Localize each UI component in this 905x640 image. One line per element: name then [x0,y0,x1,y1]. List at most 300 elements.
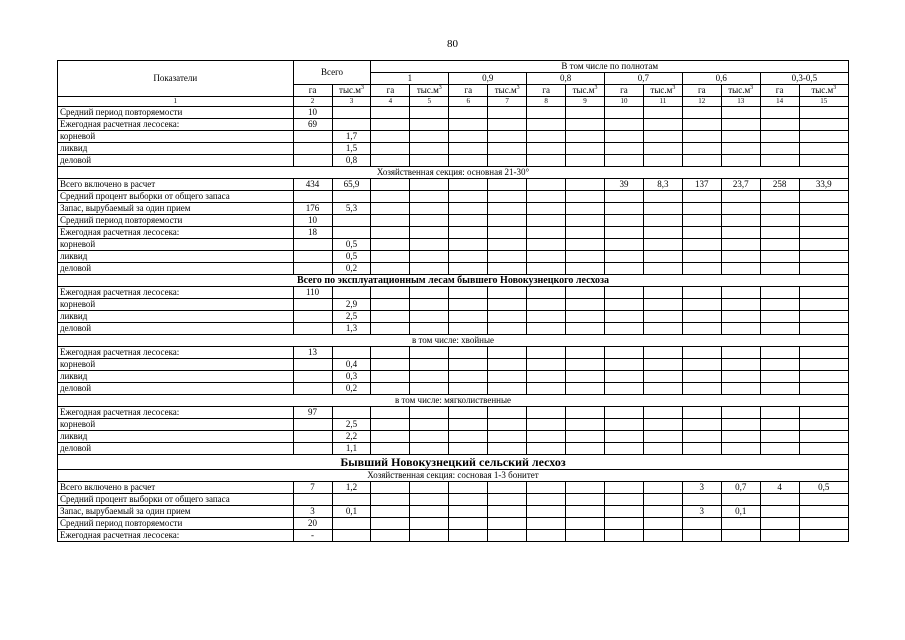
column-number: 9 [566,97,605,107]
unit-ha: га [293,85,332,97]
table-cell [527,179,566,191]
table-cell [799,119,848,131]
table-cell [604,494,643,506]
table-cell [527,323,566,335]
table-cell [721,287,760,299]
row-label: ликвид [58,143,294,155]
table-cell [332,227,371,239]
table-cell [410,203,449,215]
column-number: 13 [721,97,760,107]
table-cell [566,311,605,323]
row-label: ликвид [58,311,294,323]
table-cell [721,131,760,143]
table-cell [449,179,488,191]
table-cell [604,482,643,494]
unit-volume-sup: 3 [672,85,676,91]
table-cell [410,119,449,131]
table-row [58,494,849,506]
table-cell [410,131,449,143]
table-cell [604,407,643,419]
table-cell [488,530,527,542]
table-cell [332,407,371,419]
table-cell: 1,5 [332,143,371,155]
table-cell [799,431,848,443]
table-cell [371,530,410,542]
row-label: Ежегодная расчетная лесосека: [58,287,294,299]
table-cell [488,518,527,530]
row-label: Средний процент выборки от общего запаса [58,494,294,506]
table-cell [799,359,848,371]
table-row [58,530,849,542]
table-cell [332,107,371,119]
table-cell [410,530,449,542]
table-cell [799,530,848,542]
table-cell [410,179,449,191]
table-cell [293,155,332,167]
table-cell [527,215,566,227]
table-row [58,431,849,443]
allowable-cut-table [57,60,849,542]
row-label: Всего включено в расчет [58,179,294,191]
table-cell [371,203,410,215]
table-row [58,215,849,227]
table-cell [488,227,527,239]
unit-ha: га [371,85,410,97]
table-cell [643,287,682,299]
table-cell [721,419,760,431]
row-label: Ежегодная расчетная лесосека: [58,119,294,131]
table-cell [488,131,527,143]
table-cell [410,155,449,167]
table-cell [449,227,488,239]
table-cell [566,155,605,167]
table-cell: 0,3 [332,371,371,383]
table-cell [604,359,643,371]
table-cell [449,359,488,371]
table-cell [410,494,449,506]
section-row [58,470,849,482]
table-cell [799,263,848,275]
table-cell [643,311,682,323]
table-cell [488,506,527,518]
table-cell [566,371,605,383]
row-label: Средний процент выборки от общего запаса [58,191,294,203]
table-cell [721,431,760,443]
table-cell [643,443,682,455]
table-cell [371,251,410,263]
table-cell [682,143,721,155]
table-cell [371,407,410,419]
table-cell [604,227,643,239]
table-cell [488,215,527,227]
table-cell: 0,1 [721,506,760,518]
table-row [58,311,849,323]
table-cell [449,347,488,359]
table-cell [799,299,848,311]
table-cell [293,131,332,143]
table-cell: 65,9 [332,179,371,191]
table-cell [527,359,566,371]
table-cell [527,530,566,542]
table-cell [410,239,449,251]
table-cell [643,347,682,359]
table-cell [604,239,643,251]
table-cell [682,203,721,215]
table-cell [410,143,449,155]
table-cell [371,107,410,119]
column-number: 11 [643,97,682,107]
table-cell [488,239,527,251]
table-cell [293,419,332,431]
unit-ha: га [760,85,799,97]
table-cell [293,371,332,383]
table-row [58,179,849,191]
table-cell [721,239,760,251]
table-cell [449,299,488,311]
row-label: деловой [58,443,294,455]
table-cell [488,287,527,299]
table-row [58,482,849,494]
table-cell: 2,2 [332,431,371,443]
table-cell [410,383,449,395]
unit-ha: га [604,85,643,97]
column-number: 5 [410,97,449,107]
table-cell [410,482,449,494]
table-cell [760,263,799,275]
table-cell [721,347,760,359]
table-cell [799,287,848,299]
table-cell [799,143,848,155]
table-cell [643,107,682,119]
table-cell [449,107,488,119]
table-cell [760,347,799,359]
unit-volume-text: тыс.м [339,85,361,95]
section-title: Хозяйственная секция: основная 21-30° [58,167,849,179]
table-cell [410,407,449,419]
table-cell [371,131,410,143]
table-cell [371,215,410,227]
section-title: Хозяйственная секция: сосновая 1-3 бонитет [58,470,849,482]
table-cell: 3 [682,482,721,494]
table-cell [488,419,527,431]
table-row [58,407,849,419]
table-cell [566,518,605,530]
table-cell [566,143,605,155]
row-label: ликвид [58,251,294,263]
section-title: Бывший Новокузнецкий сельский лесхоз [58,455,849,470]
table-cell [566,530,605,542]
table-cell [604,143,643,155]
table-cell [721,383,760,395]
table-cell [799,407,848,419]
table-cell [566,263,605,275]
table-cell [799,107,848,119]
section-title: в том числе: хвойные [58,335,849,347]
section-row [58,395,849,407]
table-cell [410,107,449,119]
table-cell [410,518,449,530]
unit-volume-sup: 3 [360,85,364,91]
table-cell [604,518,643,530]
table-cell [371,419,410,431]
table-row [58,263,849,275]
unit-volume-sup: 3 [833,85,837,91]
table-cell [488,347,527,359]
row-label: деловой [58,383,294,395]
table-cell [721,518,760,530]
table-cell: 33,9 [799,179,848,191]
table-cell [604,119,643,131]
table-row [58,443,849,455]
table-cell [410,191,449,203]
table-cell [371,371,410,383]
table-cell [488,179,527,191]
table-cell: - [293,530,332,542]
row-label: деловой [58,263,294,275]
table-cell [566,287,605,299]
table-cell [293,251,332,263]
table-cell [721,407,760,419]
table-cell [566,359,605,371]
table-cell [682,359,721,371]
table-cell [566,239,605,251]
table-cell [604,155,643,167]
table-cell [527,155,566,167]
table-cell [721,263,760,275]
column-number-row [58,97,849,107]
table-cell [721,323,760,335]
table-cell [527,239,566,251]
table-cell: 0,2 [332,263,371,275]
table-row [58,287,849,299]
table-cell [604,419,643,431]
table-cell [371,482,410,494]
table-cell [604,203,643,215]
table-cell [643,383,682,395]
table-cell [604,530,643,542]
unit-volume-text: тыс.м [650,85,673,95]
row-label: деловой [58,155,294,167]
table-cell [371,143,410,155]
table-cell [760,239,799,251]
table-cell [760,431,799,443]
table-cell [527,263,566,275]
table-cell [799,251,848,263]
row-label: ликвид [58,431,294,443]
table-cell [371,155,410,167]
table-cell [760,323,799,335]
table-row [58,239,849,251]
table-cell [527,287,566,299]
table-cell [566,506,605,518]
table-cell [566,419,605,431]
table-cell [566,227,605,239]
column-number: 7 [488,97,527,107]
table-cell [527,203,566,215]
section-row [58,455,849,470]
table-cell [566,299,605,311]
table-cell: 1,3 [332,323,371,335]
table-cell: 0,4 [332,359,371,371]
table-cell [488,323,527,335]
table-cell [488,191,527,203]
table-cell [643,131,682,143]
table-cell [721,203,760,215]
table-cell [449,383,488,395]
table-cell [566,119,605,131]
table-cell [488,371,527,383]
table-cell: 110 [293,287,332,299]
row-label: деловой [58,323,294,335]
table-cell [643,530,682,542]
table-cell [488,482,527,494]
table-cell [799,383,848,395]
table-cell [566,179,605,191]
table-cell [566,443,605,455]
table-body [58,107,849,542]
table-cell [760,407,799,419]
row-label: корневой [58,239,294,251]
table-cell [799,506,848,518]
table-row [58,323,849,335]
table-cell [410,251,449,263]
row-label: корневой [58,419,294,431]
table-cell [604,383,643,395]
table-cell: 10 [293,215,332,227]
table-cell [488,299,527,311]
table-cell [682,263,721,275]
row-label: корневой [58,131,294,143]
table-row [58,359,849,371]
row-label: Запас, вырубаемый за один прием [58,203,294,215]
table-cell: 3 [293,506,332,518]
table-cell: 0,1 [332,506,371,518]
table-row [58,191,849,203]
table-cell [566,323,605,335]
table-cell [332,494,371,506]
row-label: Ежегодная расчетная лесосека: [58,407,294,419]
header-density: 0,6 [682,73,760,85]
table-cell [721,530,760,542]
table-row [58,227,849,239]
table-cell [527,518,566,530]
header-density: 0,7 [604,73,682,85]
table-cell [566,347,605,359]
table-cell [566,131,605,143]
table-cell [527,347,566,359]
row-label: корневой [58,359,294,371]
table-cell [410,263,449,275]
unit-volume [410,85,449,97]
table-cell [527,371,566,383]
column-number: 3 [332,97,371,107]
table-cell [527,443,566,455]
table-cell [760,371,799,383]
table-cell [604,251,643,263]
table-cell [682,191,721,203]
column-number: 4 [371,97,410,107]
table-cell [371,299,410,311]
table-cell [604,191,643,203]
table-cell [527,383,566,395]
table-cell [682,239,721,251]
table-cell [643,431,682,443]
table-cell [643,251,682,263]
table-cell [643,323,682,335]
table-cell: 1,1 [332,443,371,455]
table-cell [371,227,410,239]
table-cell [721,107,760,119]
table-row [58,506,849,518]
table-cell [760,359,799,371]
table-cell: 23,7 [721,179,760,191]
table-cell [371,263,410,275]
table-cell [527,506,566,518]
unit-volume [332,85,371,97]
table-cell [643,359,682,371]
table-cell [799,311,848,323]
table-cell: 1,2 [332,482,371,494]
table-cell [371,119,410,131]
table-cell: 97 [293,407,332,419]
row-label: Запас, вырубаемый за один прием [58,506,294,518]
table-cell [410,287,449,299]
table-cell: 1,7 [332,131,371,143]
unit-ha: га [527,85,566,97]
unit-ha: га [682,85,721,97]
table-cell [293,299,332,311]
table-cell [332,287,371,299]
table-cell [527,131,566,143]
table-cell [488,263,527,275]
table-cell [799,371,848,383]
table-cell [527,107,566,119]
table-cell [527,431,566,443]
table-cell [721,215,760,227]
table-cell [643,299,682,311]
table-cell: 5,3 [332,203,371,215]
table-cell [799,155,848,167]
table-row [58,251,849,263]
table-cell [527,119,566,131]
table-cell [566,107,605,119]
table-cell [566,407,605,419]
table-cell [682,383,721,395]
table-cell [293,431,332,443]
table-cell: 0,2 [332,383,371,395]
table-cell: 8,3 [643,179,682,191]
row-label: Средний период повторяемости [58,215,294,227]
table-row [58,419,849,431]
page-number: 80 [447,38,458,50]
table-cell [643,407,682,419]
table-cell [449,407,488,419]
table-cell [488,383,527,395]
table-cell [643,518,682,530]
header-density: 1 [371,73,449,85]
table-cell [293,191,332,203]
table-cell [760,227,799,239]
table-cell [760,383,799,395]
column-number: 2 [293,97,332,107]
unit-volume-sup: 3 [750,85,754,91]
table-cell [449,143,488,155]
unit-ha: га [449,85,488,97]
table-cell [410,323,449,335]
table-cell: 20 [293,518,332,530]
unit-volume-text: тыс.м [416,85,439,95]
table-cell [488,155,527,167]
